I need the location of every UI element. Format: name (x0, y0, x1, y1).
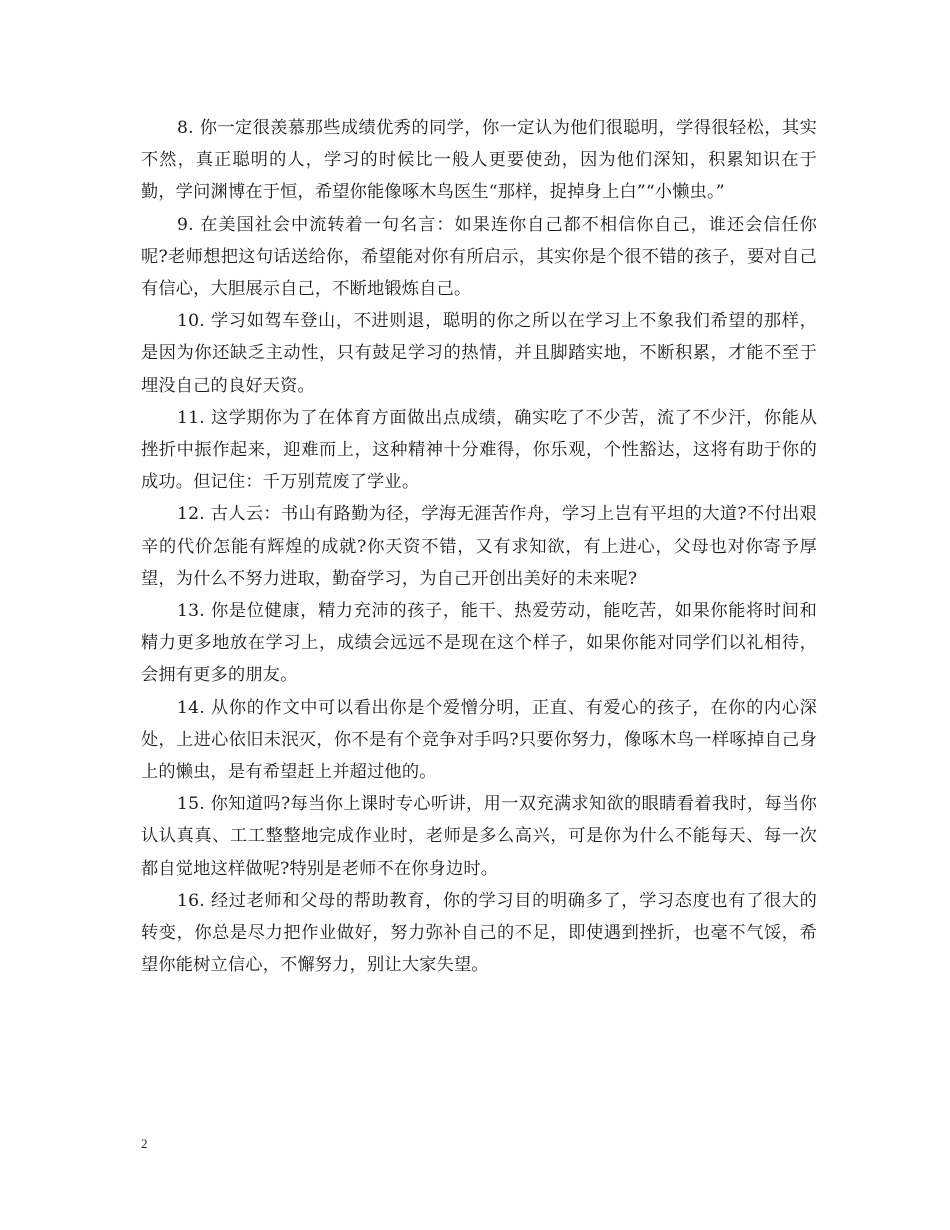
page-number: 2 (141, 1136, 148, 1151)
paragraph-16: 16. 经过老师和父母的帮助教育，你的学习目的明确多了，学习态度也有了很大的转变，你总是尽力把作业做好，努力弥补自己的不足，即使遇到挫折，也毫不气馁，希望你能树立信心，不懈努力，别让大家失望。 (141, 890, 817, 976)
paragraph-10: 10. 学习如驾车登山，不进则退，聪明的你之所以在学习上不象我们希望的那样，是因为你还缺乏主动性，只有鼓足学习的热情，并且脚踏实地，不断积累，才能不至于埋没自己的良好天资。 (141, 311, 817, 396)
paragraph-9: 9. 在美国社会中流转着一句名言：如果连你自己都不相信你自己，谁还会信任你呢?老师想把这句话送给你，希望能对你有所启示，其实你是个很不错的孩子，要对自己有信心，大胆展示自己，不断地锻炼自己。 (141, 214, 817, 300)
paragraph-15: 15. 你知道吗?每当你上课时专心听讲，用一双充满求知欲的眼睛看着我时，每当你认认真真、工工整整地完成作业时，老师是多么高兴，可是你为什么不能每天、每一次都自觉地这样做呢?特别是老师不在你身边时。 (141, 794, 817, 879)
paragraph-13: 13. 你是位健康，精力充沛的孩子，能干、热爱劳动，能吃苦，如果你能将时间和精力更多地放在学习上，成绩会远远不是现在这个样子，如果你能对同学们以礼相待，会拥有更多的朋友。 (141, 601, 817, 686)
paragraph-11: 11. 这学期你为了在体育方面做出点成绩，确实吃了不少苦，流了不少汗，你能从挫折中振作起来，迎难而上，这种精神十分难得，你乐观，个性豁达，这将有助于你的成功。但记住：千万别荒废了学业。 (141, 407, 817, 493)
paragraph-14: 14. 从你的作文中可以看出你是个爱憎分明，正直、有爱心的孩子，在你的内心深处，上进心依旧未泯灭，你不是有个竞争对手吗?只要你努力，像啄木鸟一样啄掉自己身上的懒虫，是有希望赶上并超过他的。 (141, 697, 817, 783)
document-body (141, 112, 817, 981)
paragraph-8: 8. 你一定很羡慕那些成绩优秀的同学，你一定认为他们很聪明，学得很轻松，其实不然，真正聪明的人，学习的时候比一般人更要使劲，因为他们深知，积累知识在于勤，学问渊博在于恒，希望你能像啄木鸟医生“那样，捉掉身上白”“小懒虫。” (141, 118, 817, 203)
paragraph-12: 12. 古人云：书山有路勤为径，学海无涯苦作舟，学习上岂有平坦的大道?不付出艰辛的代价怎能有辉煌的成就?你天资不错，又有求知欲，有上进心，父母也对你寄予厚望，为什么不努力进取，勤奋学习，为自己开创出美好的未来呢? (141, 504, 817, 589)
